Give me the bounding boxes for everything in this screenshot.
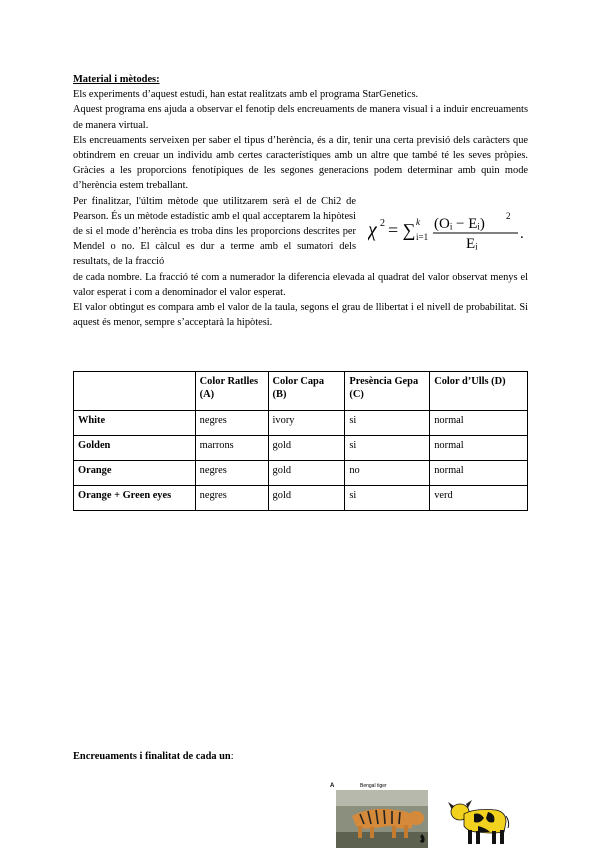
table-cell: negres xyxy=(195,411,268,436)
chi2-paragraph xyxy=(73,194,528,270)
table-header-cell: Color d’Ulls (D) xyxy=(430,372,528,411)
tiger-leg xyxy=(370,827,374,838)
table-cell: Orange + Green eyes xyxy=(74,486,196,511)
table-cell: si xyxy=(345,486,430,511)
table-header-cell: Presència Gepa (C) xyxy=(345,372,430,411)
table-header-cell xyxy=(74,372,196,411)
table-cell: negres xyxy=(195,486,268,511)
paragraph-4-left: Per finalitzar, l'últim mètode que utilitzarem serà el de Chi2 de Pearson. És un mètode estadístic amb el qual acceptarem la hipòtesi de si el mode d’herència es troba dins les proporcions descrites per Mendel o no. El càlcul es dur a terme amb el sumatori dels resultats, de la fracció xyxy=(73,195,356,268)
figure-caption: Bengal tiger xyxy=(360,783,387,789)
formula-numerator: (Oᵢ − Eᵢ) xyxy=(434,215,485,232)
table-cell: normal xyxy=(430,436,528,461)
table-row xyxy=(74,486,528,511)
paragraph-1: Els experiments d’aquest estudi, han estat realitzats amb el programa StarGenetics. xyxy=(73,89,419,101)
table-cell: gold xyxy=(268,436,345,461)
table-row xyxy=(74,436,528,461)
cow-illustration xyxy=(444,792,512,848)
formula-sum: = ∑ xyxy=(388,219,416,240)
photo-ground xyxy=(336,832,428,848)
table-cell: gold xyxy=(268,486,345,511)
table-cell: normal xyxy=(430,461,528,486)
methods-section xyxy=(73,72,528,330)
table-cell: normal xyxy=(430,411,528,436)
table-cell: Golden xyxy=(74,436,196,461)
crosses-heading xyxy=(73,751,234,762)
table-row xyxy=(74,461,528,486)
figure-label: A xyxy=(330,783,335,789)
crosses-heading-text: Encreuaments i finalitat de cada un xyxy=(73,751,231,762)
table-cell: verd xyxy=(430,486,528,511)
paragraph-4-full: de cada nombre. La fracció té com a numerador la diferencia elevada al quadrat del valor observat menys el valor esperat i com a denominador el valor esperat. xyxy=(73,271,528,298)
table-cell: ivory xyxy=(268,411,345,436)
table-cell: no xyxy=(345,461,430,486)
tiger-leg xyxy=(404,825,408,838)
table-cell: negres xyxy=(195,461,268,486)
formula-sup: k xyxy=(416,216,420,227)
formula-chi: χ xyxy=(368,218,377,241)
paragraph-2: Aquest programa ens ajuda a observar el fenotip dels encreuaments de manera visual i a induir encreuaments de manera virtual. xyxy=(73,104,528,131)
table-cell: si xyxy=(345,411,430,436)
formula-num-exp: 2 xyxy=(506,210,511,221)
table-cell: Orange xyxy=(74,461,196,486)
cow-leg xyxy=(468,830,472,844)
table-cell: si xyxy=(345,436,430,461)
cow-leg xyxy=(476,831,480,844)
formula-chi-exp: 2 xyxy=(380,217,385,229)
table-header-row xyxy=(74,372,528,411)
chi-square-formula xyxy=(368,208,528,252)
paragraph-3: Els encreuaments serveixen per saber el tipus d’herència, és a dir, tenir una certa previsió dels caràcters que obtindrem en creuar un individu amb certes característiques amb un altre que també té les seves pròpies. Gràcies a les proporcions fenotípiques de les segones generacions podem determinar amb quin mode d’herència estem treballant. xyxy=(73,134,528,192)
formula-sub: i=1 xyxy=(416,231,429,242)
cow-leg xyxy=(492,831,496,844)
formula-denominator: Eᵢ xyxy=(466,235,478,252)
tiger-photo xyxy=(330,780,432,848)
tiger-leg xyxy=(358,826,362,838)
table-cell: gold xyxy=(268,461,345,486)
tiger-leg xyxy=(392,826,396,838)
cow-leg xyxy=(500,830,504,844)
table-cell: White xyxy=(74,411,196,436)
table-cell: marrons xyxy=(195,436,268,461)
tiger-head xyxy=(408,811,424,825)
paragraph-5: El valor obtingut es compara amb el valor de la taula, segons el grau de llibertat i el nivell de probabilitat. Si aquest és menor, sempre s’acceptarà la hipòtesi. xyxy=(73,302,528,329)
formula-dot: . xyxy=(520,225,524,242)
crosses-heading-colon: : xyxy=(230,751,234,762)
table-row xyxy=(74,411,528,436)
table-header-cell: Color Ratlles (A) xyxy=(195,372,268,411)
section-heading: Material i mètodes: xyxy=(73,74,160,85)
photo-sky xyxy=(336,790,428,806)
traits-table xyxy=(73,371,528,511)
table-header-cell: Color Capa (B) xyxy=(268,372,345,411)
